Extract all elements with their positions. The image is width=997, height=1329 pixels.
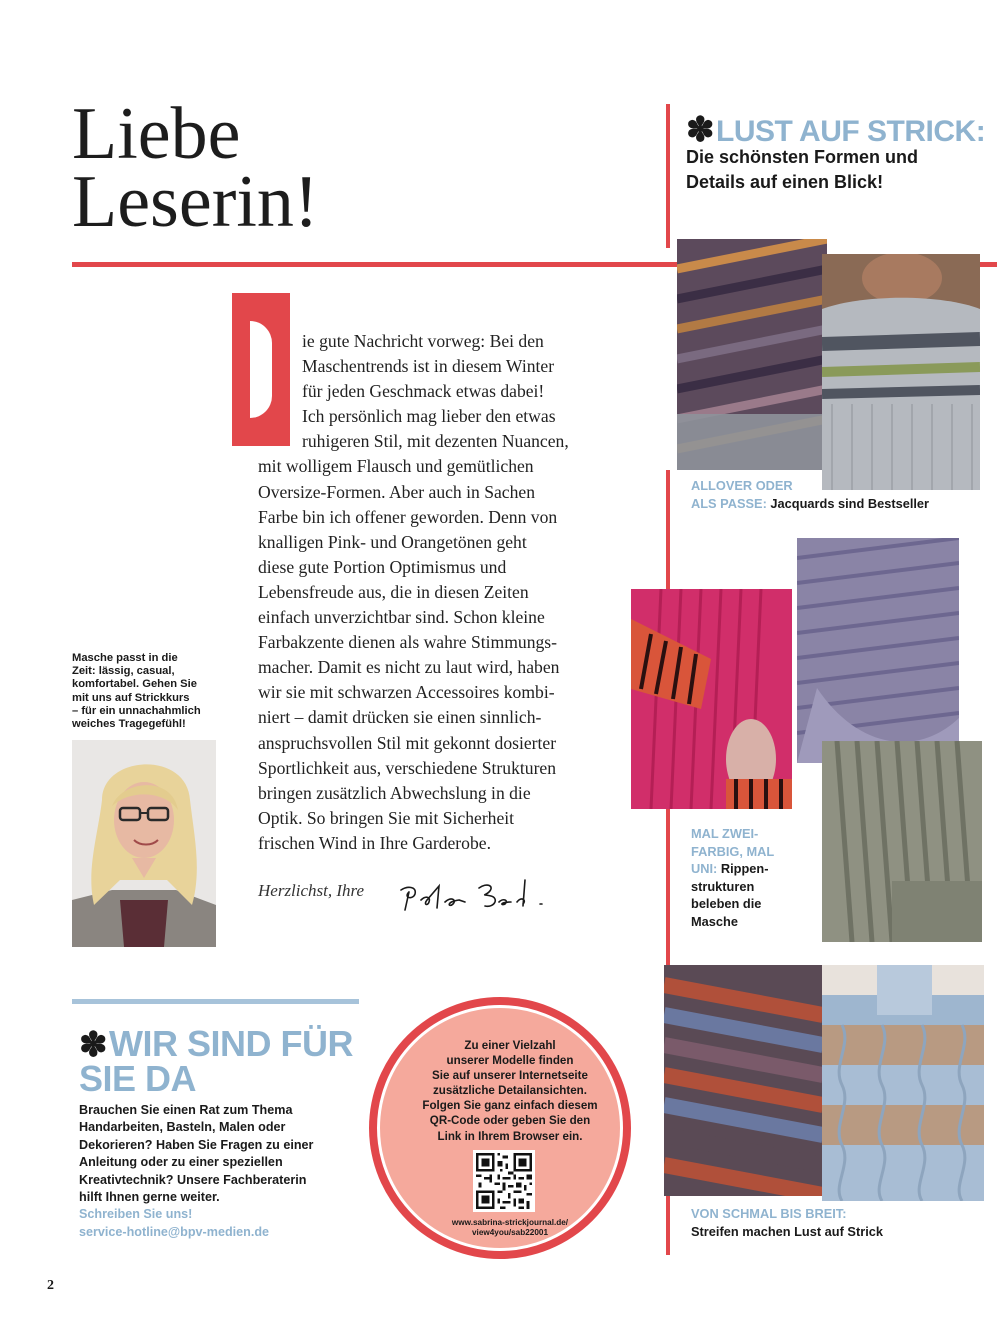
service-title xyxy=(79,1023,379,1099)
page-title xyxy=(72,93,402,243)
body-line: anspruchsvollen Stil mit gekonnt dosierter xyxy=(258,732,557,753)
sidebar-title-text: LUST AUF STRICK: xyxy=(716,115,986,148)
caption-text: Streifen machen Lust auf Strick xyxy=(691,1223,884,1239)
qr-url[interactable] xyxy=(410,1218,610,1238)
body-line: Optik. So bringen Sie mit Sicherheit xyxy=(258,807,515,828)
caption-line: – für ein unnachahmlich xyxy=(72,704,201,717)
portrait-caption xyxy=(72,652,222,731)
photo-jacquard-yoke xyxy=(822,254,980,490)
body-line: Oversize-Formen. Aber auch in Sachen xyxy=(258,481,536,502)
sidebar-subtitle-line: Details auf einen Blick! xyxy=(686,172,884,192)
qr-url-line: www.sabrina-strickjournal.de/ xyxy=(451,1218,569,1227)
caption-accent: ALLOVER ODER xyxy=(691,478,793,493)
body-line: Ich persönlich mag lieber den etwas xyxy=(302,406,556,427)
caption-line: weiches Tragegefühl! xyxy=(72,718,186,731)
body-line: ie gute Nachricht vorweg: Bei den xyxy=(302,331,544,351)
body-line: niert – damit drücken sie einen sinnlich- xyxy=(258,707,542,728)
qr-code[interactable] xyxy=(473,1150,535,1212)
badge-line: unserer Modelle finden xyxy=(446,1054,574,1068)
flower-icon: ✽ xyxy=(79,1026,107,1064)
service-line: Brauchen Sie einen Rat zum Thema xyxy=(79,1103,293,1117)
caption-text: Rippen- xyxy=(720,861,769,877)
badge-line: QR-Code oder geben Sie den xyxy=(429,1114,591,1128)
body-line: mit wolligem Flausch und gemütlichen xyxy=(258,456,534,477)
photo-jacquard-sleeve xyxy=(677,239,827,470)
body-line: ruhigeren Stil, mit dezenten Nuancen, xyxy=(302,431,569,452)
body-line: Maschentrends ist in diesem Winter xyxy=(302,356,555,377)
qr-badge-inner xyxy=(377,1005,623,1251)
body-line: knalligen Pink- und Orangetönen geht xyxy=(258,531,527,552)
body-line: Farbakzente dienen als wahre Stimmungs- xyxy=(258,632,558,653)
caption-accent: ALS PASSE: xyxy=(691,495,767,511)
caption-accent: UNI: xyxy=(691,861,718,877)
body-line: für jeden Geschmack etwas dabei! xyxy=(302,381,545,402)
caption-line: komfortabel. Gehen Sie xyxy=(72,678,197,691)
contact-cta-link[interactable]: Schreiben Sie uns! xyxy=(79,1207,193,1222)
vertical-divider-bottom xyxy=(666,1195,670,1255)
body-line: Farbe bin ich offener geworden. Denn von xyxy=(258,506,558,527)
page-title-line-2: Leserin! xyxy=(72,161,319,243)
photo-pink-rib xyxy=(631,589,792,809)
photo-striped-sleeve xyxy=(664,965,823,1196)
caption-text: strukturen xyxy=(691,878,755,894)
page-number: 2 xyxy=(47,1278,54,1293)
vertical-divider-top xyxy=(666,104,670,248)
qr-badge-text xyxy=(400,1038,620,1144)
service-line: Kreativtechnik? Unsere Fachberaterin xyxy=(79,1172,307,1187)
body-line: wir sie mit schwarzen Accessoires kombi- xyxy=(258,682,555,703)
badge-line: Folgen Sie ganz einfach diesem xyxy=(422,1099,598,1113)
body-line: Sportlichkeit aus, verschiedene Strukturen xyxy=(258,757,557,778)
caption-accent: VON SCHMAL BIS BREIT: xyxy=(691,1206,847,1221)
body-line: bringen zusätzlich Abwechslung in die xyxy=(258,782,531,803)
body-line: Lebensfreude aus, die in diesen Zeiten xyxy=(258,581,529,602)
caption-accent: MAL ZWEI- xyxy=(691,826,759,841)
service-line: hilft Ihnen gerne weiter. xyxy=(79,1190,220,1205)
email-link[interactable]: service-hotline@bpv-medien.de xyxy=(79,1224,270,1239)
photo-striped-cable xyxy=(822,965,984,1201)
service-line: Dekorieren? Haben Sie Fragen zu einer xyxy=(79,1137,314,1152)
service-text xyxy=(79,1102,354,1241)
signature-image xyxy=(395,872,555,917)
service-title-line: SIE DA xyxy=(79,1058,197,1099)
badge-line: Zu einer Vielzahl xyxy=(464,1039,556,1052)
body-line: einfach unverzichtbar sind. Schon kleine xyxy=(258,607,545,628)
signoff: Herzlichst, Ihre xyxy=(258,881,365,900)
badge-line: zusätzliche Detailansichten. xyxy=(433,1084,587,1098)
sidebar-subtitle-line: Die schönsten Formen und xyxy=(686,147,919,167)
caption-line: mit uns auf Strickkurs xyxy=(72,691,190,704)
body-line: macher. Damit es nicht zu laut wird, haben xyxy=(258,657,560,678)
service-divider xyxy=(72,999,359,1004)
photo-grey-rib xyxy=(822,741,982,942)
caption-line: Masche passt in die xyxy=(72,652,178,664)
page-title-line-1: Liebe xyxy=(72,93,241,175)
editor-portrait xyxy=(72,740,216,947)
qr-badge xyxy=(369,997,631,1259)
badge-line: Link in Ihrem Browser ein. xyxy=(437,1129,583,1143)
service-title-line: WIR SIND FÜR xyxy=(109,1023,353,1064)
body-line: frischen Wind in Ihre Garderobe. xyxy=(258,832,491,853)
caption-text: Jacquards sind Bestseller xyxy=(770,495,930,511)
badge-line: Sie auf unserer Internetseite xyxy=(432,1069,588,1083)
service-line: Anleitung oder zu einer speziellen xyxy=(79,1155,283,1170)
caption-accent: FARBIG, MAL xyxy=(691,843,775,859)
caption-ribs xyxy=(691,825,774,931)
qr-url-line: view4you/sab22001 xyxy=(471,1228,548,1237)
caption-line: Zeit: lässig, casual, xyxy=(72,665,175,678)
editorial-body xyxy=(258,329,618,856)
flower-icon: ✽ xyxy=(686,111,714,149)
service-line: Handarbeiten, Basteln, Malen oder xyxy=(79,1120,286,1135)
photo-lilac-rib xyxy=(797,538,959,763)
caption-text: Masche xyxy=(691,913,738,929)
caption-text: beleben die xyxy=(691,896,762,912)
caption-stripes xyxy=(691,1205,883,1240)
caption-jacquard xyxy=(691,477,929,512)
sidebar-title xyxy=(686,110,985,150)
body-line: diese gute Portion Optimismus und xyxy=(258,556,507,577)
sidebar-subtitle xyxy=(686,145,986,195)
